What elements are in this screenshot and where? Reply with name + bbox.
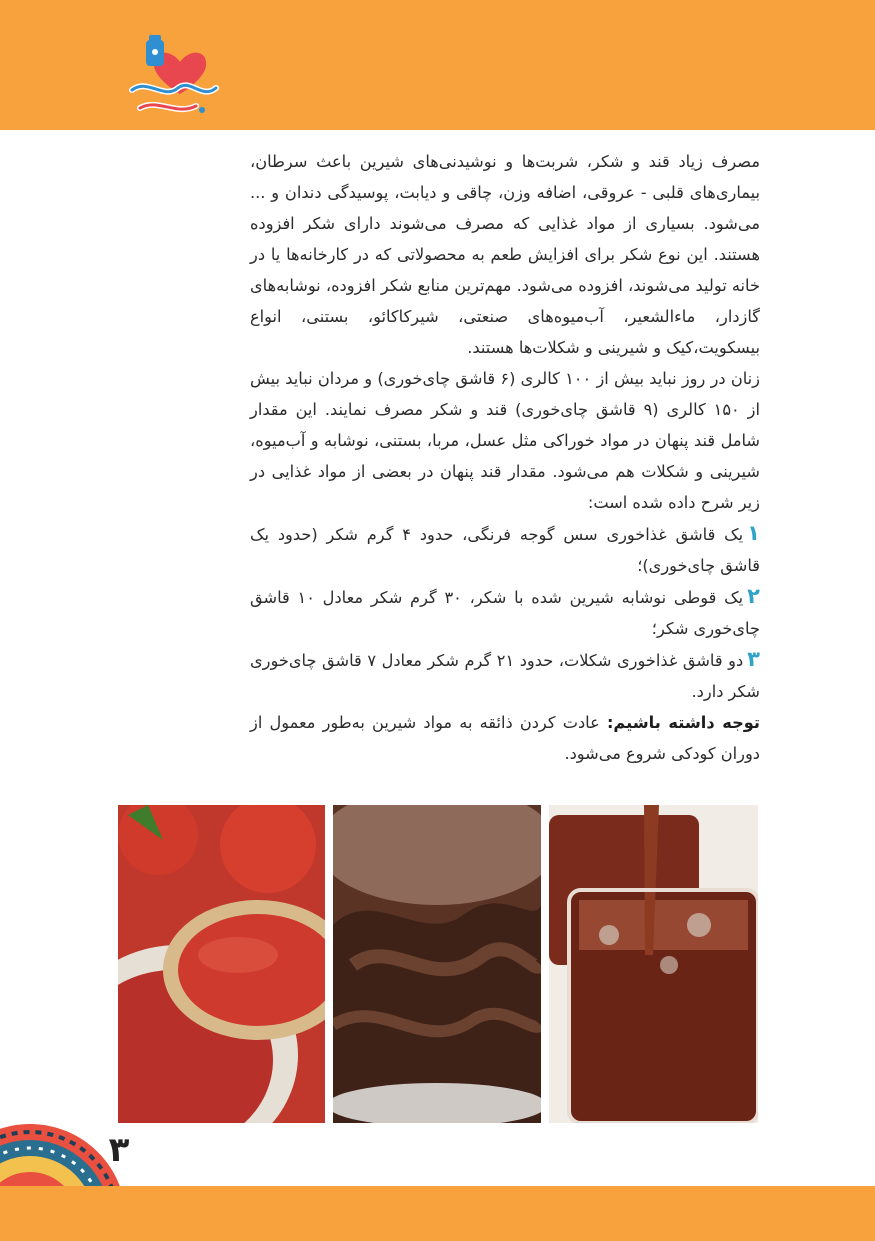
- list-item-text: یک قوطی نوشابه شیرین شده با شکر، ۳۰ گرم شکر معادل ۱۰ قاشق چای‌خوری شکر؛: [250, 588, 760, 638]
- photo-strip: [118, 805, 758, 1123]
- page-number: ۳: [108, 1130, 130, 1170]
- campaign-logo: [118, 28, 228, 124]
- list-item: [250, 518, 760, 581]
- note-text: عادت کردن ذائقه به مواد شیرین به‌طور معمول از دوران کودکی شروع می‌شود.: [250, 713, 760, 763]
- list-item: [250, 644, 760, 707]
- list-item: [250, 581, 760, 644]
- intro-paragraph: مصرف زیاد قند و شکر، شربت‌ها و نوشیدنی‌های شیرین باعث سرطان، بیماری‌های قلبی - عروقی، اضافه وزن، چاقی و دیابت، پوسیدگی دندان و ... می‌شود. بسیاری از مواد غذایی که مصرف می‌شوند دارای شکر افزوده هستند. این نوع شکر برای افزایش طعم به محصولاتی که در کارخانه‌ها یا در خانه تولید می‌شوند، افزوده می‌شود. مهم‌ترین منابع شکر افزوده، نوشابه‌های گازدار، ماءالشعیر، آب‌میوه‌های صنعتی، شیرکاکائو، بستنی، انواع بیسکویت،کیک و شیرینی و شکلات‌ها هستند.: [250, 152, 760, 357]
- list-number: ۱: [747, 521, 760, 545]
- list-item-text: یک قاشق غذاخوری سس گوجه فرنگی، حدود ۴ گرم شکر (حدود یک قاشق چای‌خوری)؛: [250, 525, 760, 575]
- cola-glasses-photo: [549, 805, 758, 1123]
- note-title: توجه داشته باشیم:: [606, 713, 760, 732]
- list-number: ۲: [747, 584, 760, 608]
- list-number: ۳: [747, 647, 760, 671]
- article-body: [250, 146, 760, 769]
- ketchup-photo: [118, 805, 325, 1123]
- salt-shaker-heart-icon: [118, 28, 228, 124]
- chocolate-spread-photo: [333, 805, 541, 1123]
- list-item-text: دو قاشق غذاخوری شکلات، حدود ۲۱ گرم شکر معادل ۷ قاشق چای‌خوری شکر دارد.: [250, 651, 760, 701]
- header-band: [0, 0, 875, 130]
- footer-band: [0, 1186, 875, 1241]
- intake-paragraph: زنان در روز نباید بیش از ۱۰۰ کالری (۶ قاشق چای‌خوری) و مردان نباید بیش از ۱۵۰ کالری (۹ قاشق چای‌خوری) قند و شکر مصرف نمایند. این مقدار شامل قند پنهان در مواد خوراکی مثل عسل، مربا، بستنی، نوشابه و آب‌میوه، شیرینی و شکلات هم می‌شود. مقدار قند پنهان در بعضی از مواد غذایی در زیر شرح داده شده است:: [250, 369, 761, 512]
- note-paragraph: [250, 707, 760, 769]
